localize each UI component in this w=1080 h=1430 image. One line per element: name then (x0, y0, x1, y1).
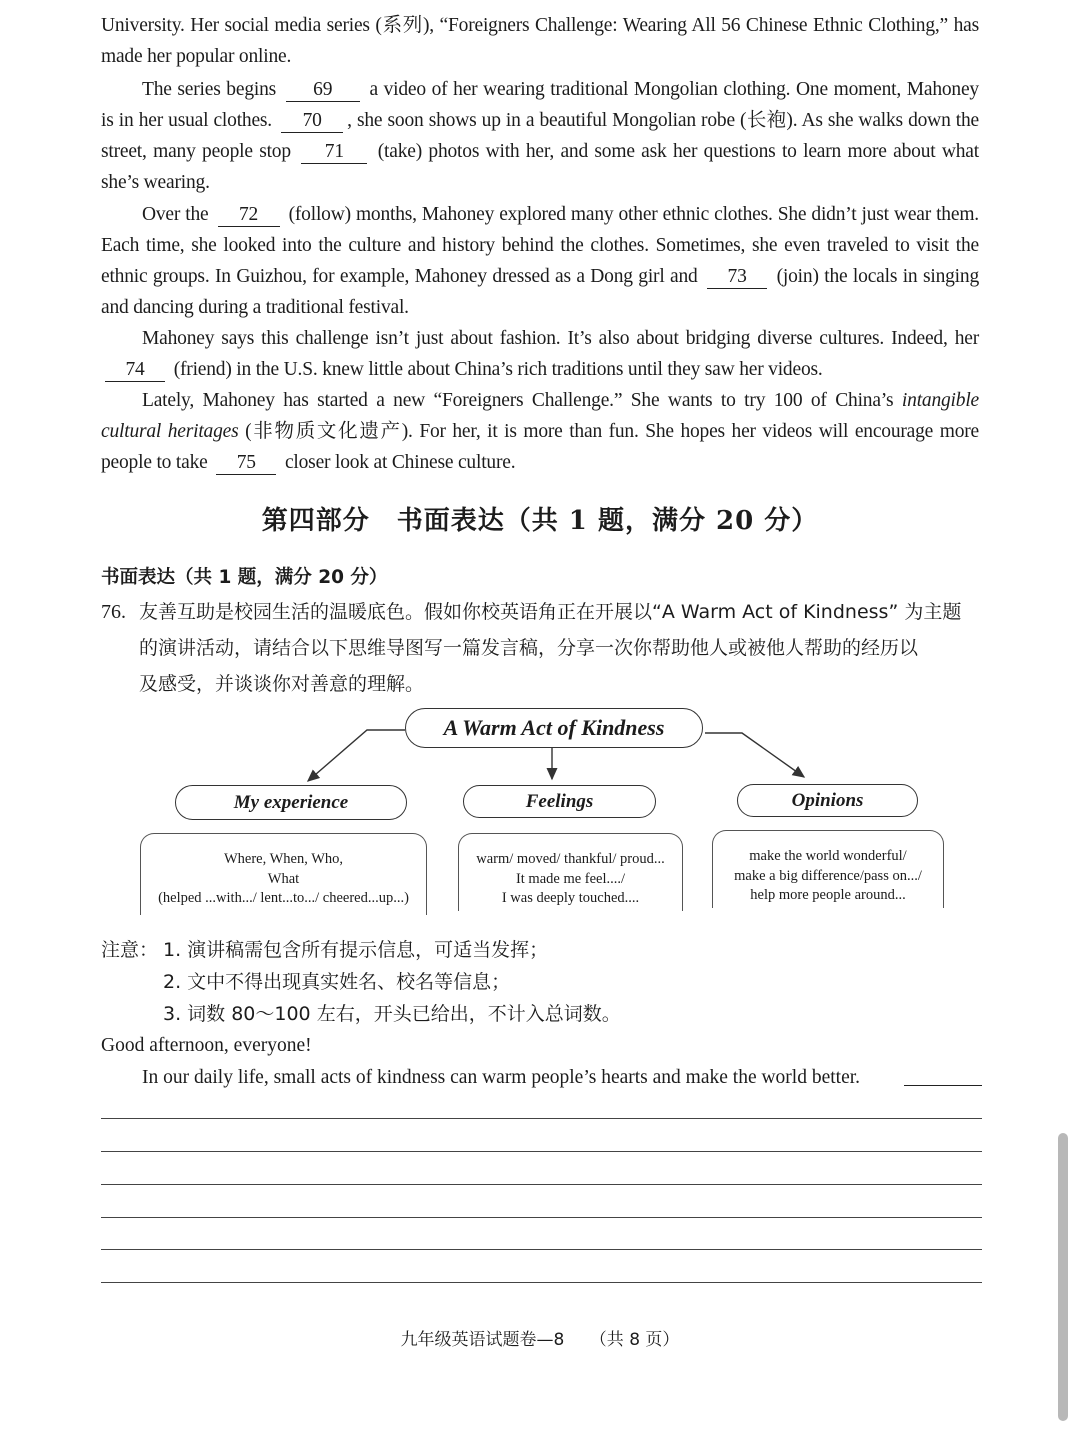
passage-text: , she soon shows up in a beautiful Mongolian robe (长袍). As she walks down the street, many people stop (101, 110, 979, 162)
footer-page-count: （共 8 页） (589, 1330, 680, 1350)
essay-greeting: Good afternoon, everyone! (101, 1035, 312, 1056)
mindmap-detail-feelings (458, 833, 683, 911)
task-text: 的演讲活动，请结合以下思维导图写一篇发言稿，分享一次你帮助他人或被他人帮助的经历以 (139, 637, 919, 659)
passage-text: (join) the locals in singing and dancing during a traditional festival. (101, 266, 979, 318)
mindmap-detail-opinions (712, 830, 944, 908)
answer-blank-72[interactable]: 72 (218, 204, 280, 227)
passage-text: a video of her wearing traditional Mongolian clothing. One moment, Mahoney is in her usual clothes. (101, 79, 979, 131)
task-text: 及感受，并谈谈你对善意的理解。 (139, 673, 425, 695)
detail-line: help more people around... (750, 887, 906, 903)
passage-italic-term: intangible cultural heritages (101, 390, 979, 442)
vertical-scrollbar-thumb[interactable] (1058, 1133, 1068, 1421)
footer-title: 九年级英语试题卷—8 (400, 1330, 565, 1350)
task-text: 友善互助是校园生活的温暖底色。假如你校英语角正在开展以“A Warm Act of Kindness” 为主题 (139, 601, 962, 623)
passage-text: The series begins (142, 79, 277, 100)
mindmap-node-opinions: Opinions (737, 784, 918, 817)
question-number: 76. (101, 601, 126, 623)
passage-text: Lately, Mahoney has started a new “Foreigners Challenge.” She wants to try 100 of China’s (142, 390, 894, 411)
section-subtitle: 书面表达（共 1 题，满分 20 分） (101, 567, 388, 588)
detail-line: (helped ...with.../ lent...to.../ cheered...up...) (158, 890, 409, 906)
answer-line-3[interactable] (101, 1184, 982, 1185)
mindmap-node-experience: My experience (175, 785, 407, 820)
detail-line: I was deeply touched.... (501, 890, 640, 906)
notes-label: 注意： (101, 939, 159, 961)
detail-line: make the world wonderful/ (749, 848, 907, 864)
arrow-to-experience (308, 730, 405, 781)
passage-text: (take) photos with her, and some ask her questions to learn more about what she’s wearing. (101, 141, 979, 193)
answer-blank-71[interactable]: 71 (301, 141, 367, 164)
passage-text: (follow) months, Mahoney explored many other ethnic clothes. She didn’t just wear them. Each time, she looked into the culture and history behind the clothes. Sometimes, she even traveled to visit the ethnic groups. In Guizhou, for example, Mahoney dressed as a Dong girl and (101, 204, 979, 287)
detail-line: It made me feel..../ (515, 870, 626, 887)
passage-text: Over the (142, 204, 209, 225)
answer-line-1[interactable] (101, 1118, 982, 1119)
note-item: 1. 演讲稿需包含所有提示信息，可适当发挥； (163, 939, 549, 961)
answer-blank-73[interactable]: 73 (707, 266, 767, 289)
answer-line-4[interactable] (101, 1217, 982, 1218)
answer-blank-74[interactable]: 74 (105, 359, 165, 382)
essay-opening-blank[interactable] (904, 1085, 982, 1086)
passage-text: (friend) in the U.S. knew little about China’s rich traditions until they saw her videos. (173, 359, 823, 380)
section-title: 第四部分 书面表达（共 1 题，满分 20 分） (261, 506, 819, 536)
arrow-to-opinions (705, 733, 804, 777)
page-footer (0, 1325, 1080, 1350)
passage-text: closer look at Chinese culture. (284, 452, 516, 473)
answer-blank-70[interactable]: 70 (281, 110, 343, 133)
detail-line: make a big difference/pass on.../ (734, 867, 922, 884)
passage-text: University. Her social media series (系列), “Foreigners Challenge: Wearing All 56 Chinese Ethnic Clothing,” has made her popular online. (101, 15, 979, 67)
answer-blank-69[interactable]: 69 (286, 79, 360, 102)
mindmap-node-feelings: Feelings (463, 785, 656, 818)
note-item: 2. 文中不得出现真实姓名、校名等信息； (163, 971, 511, 993)
passage-text: Mahoney says this challenge isn’t just about fashion. It’s also about bridging diverse cultures. Indeed, her (142, 328, 979, 349)
detail-line: warm/ moved/ thankful/ proud... (476, 851, 665, 867)
passage-text: (非物质文化遗产). For her, it is more than fun. She hopes her videos will encourage more people to take (101, 421, 979, 473)
mindmap-detail-experience (140, 833, 427, 915)
notes-list (101, 934, 621, 1030)
answer-blank-75[interactable]: 75 (216, 452, 276, 475)
essay-opening: In our daily life, small acts of kindness can warm people’s hearts and make the world better. (142, 1067, 861, 1088)
mindmap-center-node: A Warm Act of Kindness (405, 708, 703, 748)
detail-line: Where, When, Who, (223, 851, 344, 867)
note-item: 3. 词数 80～100 左右，开头已给出，不计入总词数。 (163, 1003, 621, 1025)
detail-line: What (267, 870, 300, 887)
answer-line-5[interactable] (101, 1249, 982, 1250)
answer-line-2[interactable] (101, 1151, 982, 1152)
answer-line-6[interactable] (101, 1282, 982, 1283)
